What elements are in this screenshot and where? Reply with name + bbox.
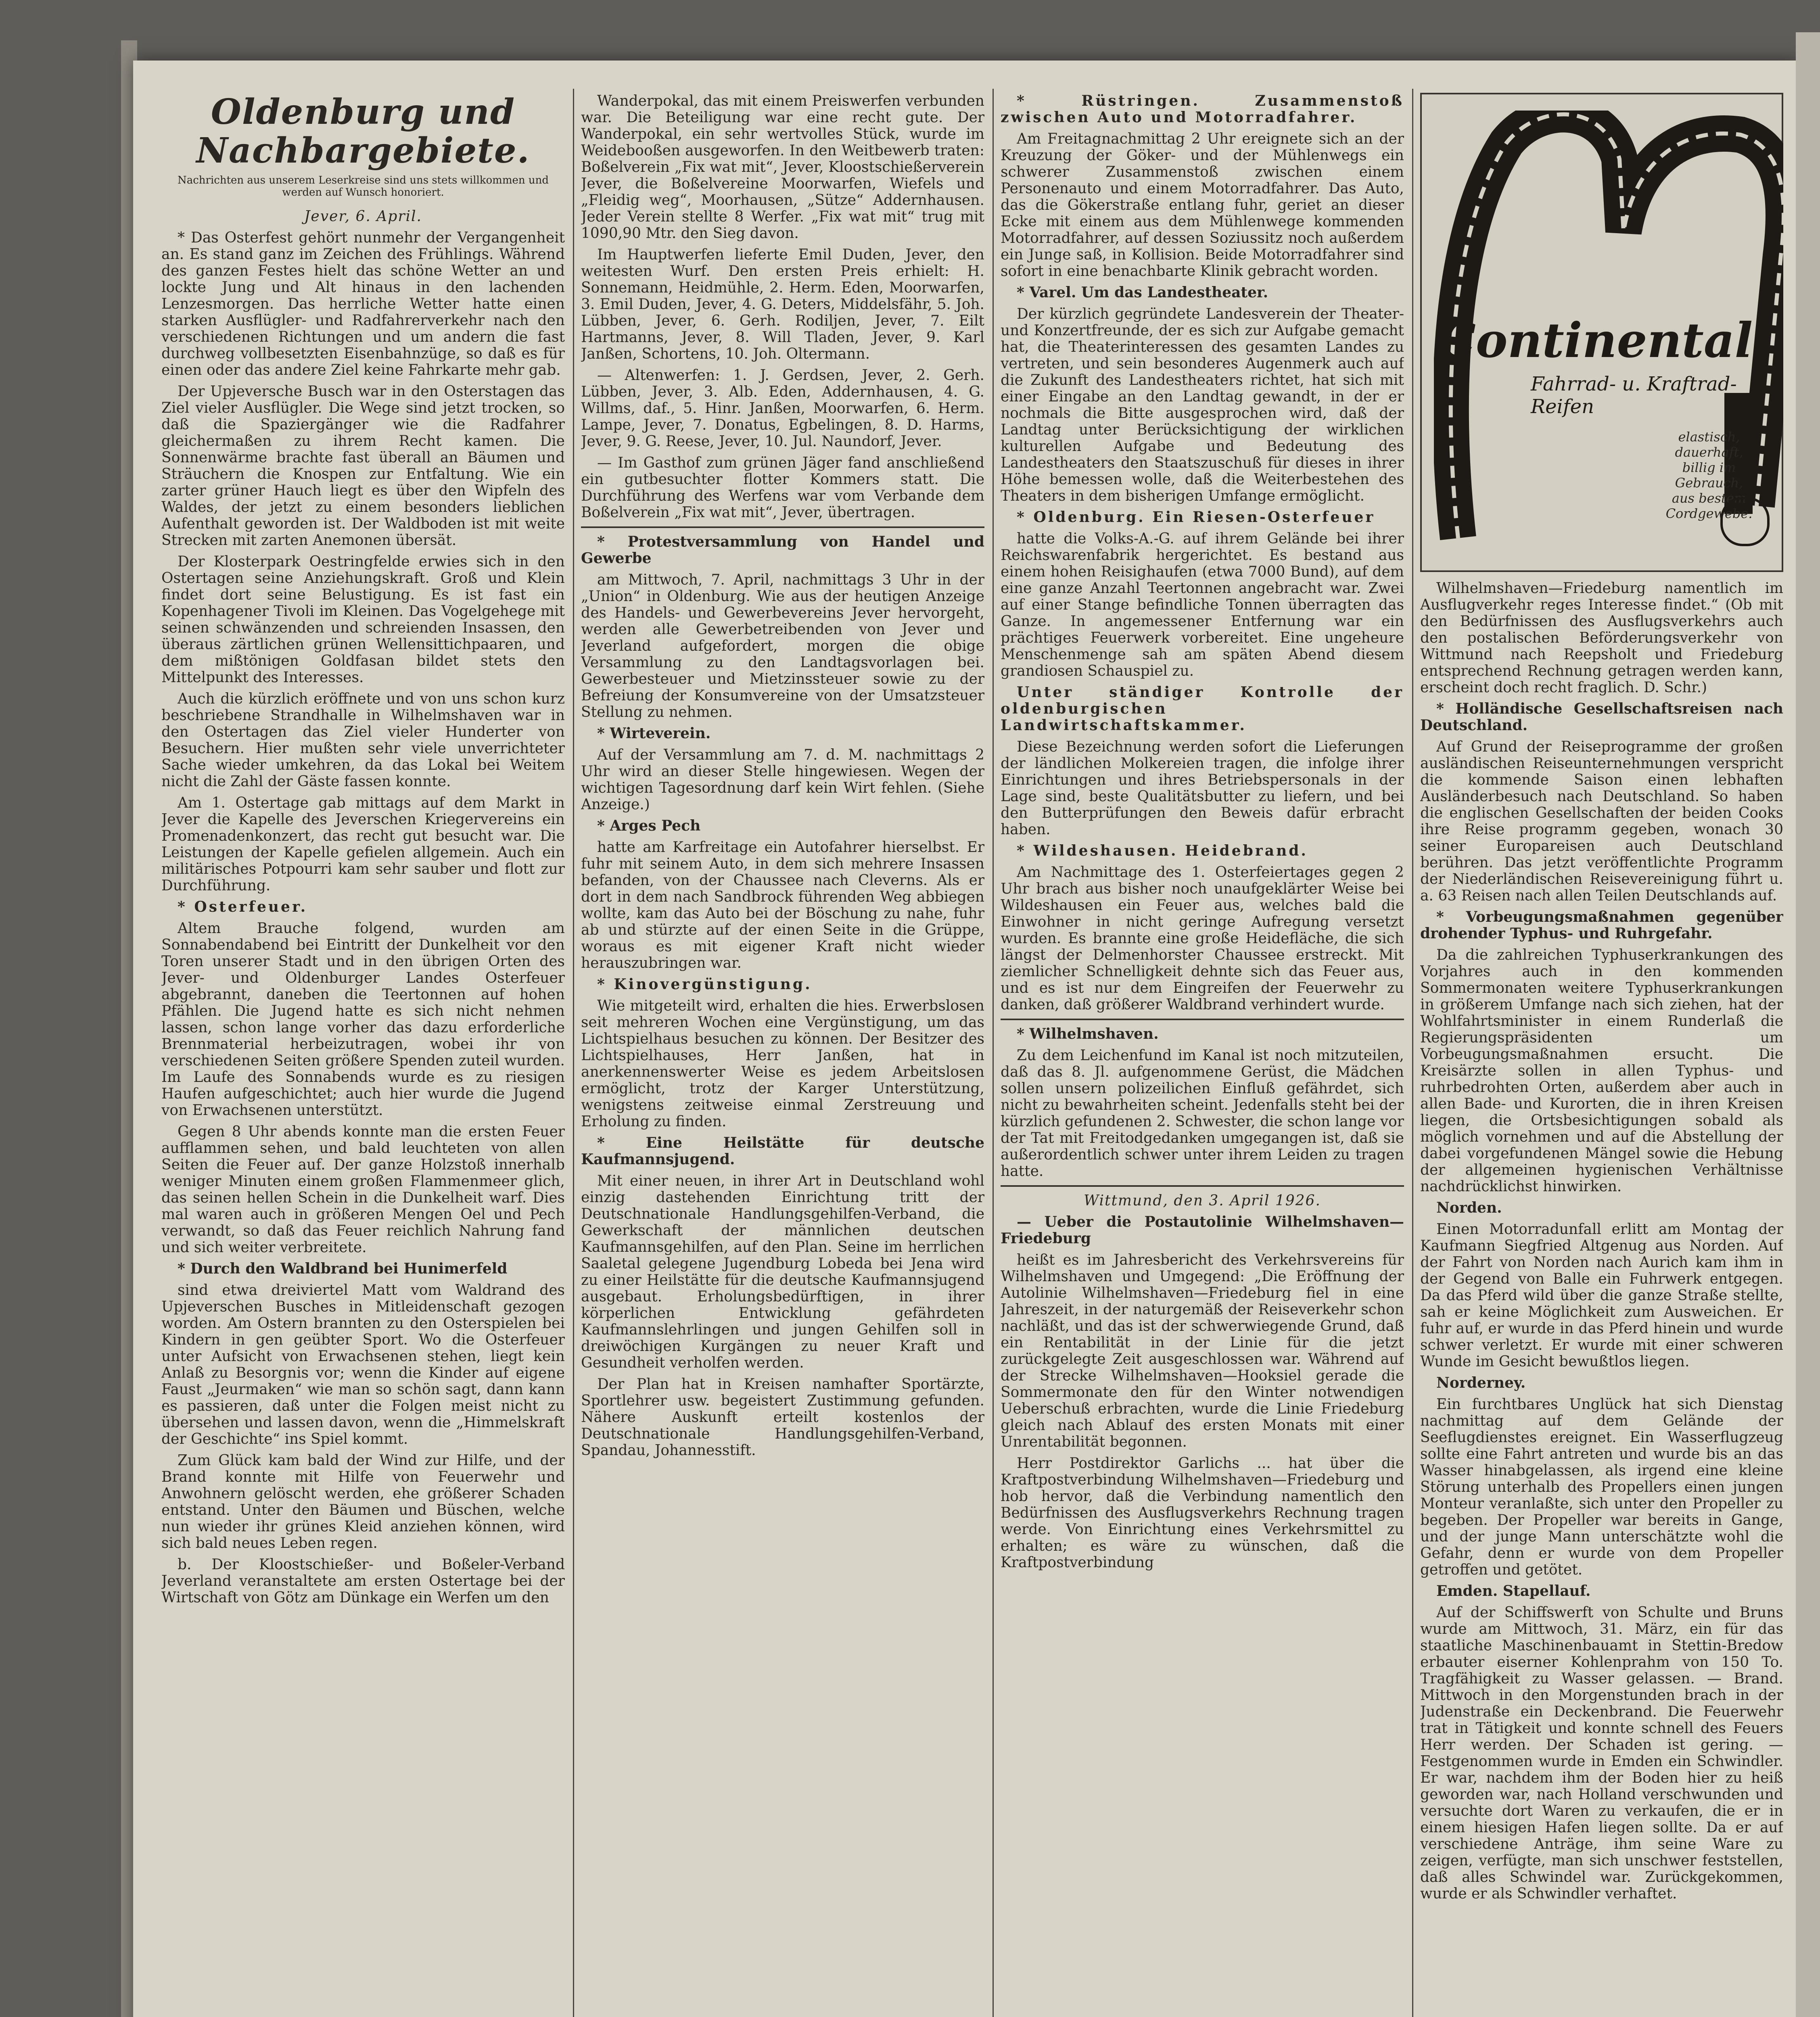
article-heading: * Protestversammlung von Handel und Gewerbe: [581, 533, 984, 567]
ad-description-line: elastisch,: [1678, 429, 1740, 445]
article-paragraph: Gegen 8 Uhr abends konnte man die ersten Feuer aufflammen sehen, und bald leuchteten von allen Seiten die Feuer auf. Der ganze Holzstoß innerhalb weniger Minuten einem großen Flammenmeer glich, das seinen hellen Schein in die Dunkelheit warf. Dies mal waren auch in größeren Mengen Oel und Pech verwandt, so daß das Feuer reichlich Nahrung fand und sich weiter verbreitete.: [161, 1123, 565, 1256]
article-heading: Norderney.: [1436, 1374, 1526, 1391]
article-heading: — Ueber die Postautolinie Wilhelmshaven—Friedeburg: [1001, 1213, 1404, 1247]
column-rule: [573, 89, 574, 2017]
article-paragraph: Ein furchtbares Unglück hat sich Dienstag nachmittag auf dem Gelände der Seeflugdienstes ereignet. Ein Wasserflugzeug sollte eine Fahrt antreten und wurde bis an das Wasser hinabgelassen, als irgend eine kleine Störung unterhalb des Propellers einen jungen Monteur veranlaßte, sich unter den Propeller zu begeben. Der Propeller war bereits in Gange, und der junge Mann unterschätzte wohl die Gefahr, denn er wurde von dem Propeller getroffen und getötet.: [1420, 1396, 1783, 1578]
article-paragraph: Der kürzlich gegründete Landesverein der Theater- und Konzertfreunde, der es sich zur Aufgabe gemacht hat, die Theaterinteressen des gesamten Landes zu vertreten, und sein besonderes Augenmerk auch auf die Zukunft des Landestheaters richtet, hat sich mit einer Eingabe an den Landtag gewandt, in der er nochmals die Bitte ausgesprochen wird, daß der Landtag unter Berücksichtigung der wirklichen kulturellen Aufgabe und Bedeutung des Landestheaters den Staatszuschuß für dieses in ihrer Höhe bemessen wolle, daß die Weiterbestehen des Theaters in dem bisherigen Umfange ermöglicht.: [1001, 306, 1404, 504]
continental-advertisement: [1420, 93, 1783, 572]
article-paragraph: Auf Grund der Reiseprogramme der großen ausländischen Reiseunternehmungen verspricht die kommende Saison einen lebhaften Ausländerbesuch nach Deutschland. So haben die englischen Gesellschaften der beiden Cooks ihre Reise programm gegeben, wonach 30 seiner Europareisen auch Deutschland berühren. Das jetzt veröffentlichte Programm der Niederländischen Reisevereinigung führt u. a. 63 Reisen nach allen Teilen Deutschlands auf.: [1420, 739, 1783, 904]
article-paragraph: Einen Motorradunfall erlitt am Montag der Kaufmann Siegfried Altgenug aus Norden. Auf der Fahrt von Norden nach Aurich kam ihm in der Gegend von Balle ein Fuhrwerk entgegen. Da das Pferd wild über die ganze Straße stellte, sah er keine Möglichkeit zum Ausweichen. Er fuhr auf, er wurde in das Pferd hinein und wurde schwer verletzt. Er wurde mit einer schweren Wunde im Gesicht bewußtlos liegen.: [1420, 1221, 1783, 1370]
article-paragraph: Auf der Schiffswerft von Schulte und Bruns wurde am Mittwoch, 31. März, ein für das staatliche Maschinenbauamt in Stettin-Bredow erbauter eiserner Kohlenprahm von 150 To. Tragfähigkeit zu Wasser gelassen. — Brand. Mittwoch in den Morgenstunden brach in der Judenstraße ein Deckenbrand. Die Feuerwehr trat in Tätigkeit und konnte schnell des Feuers Herr werden. Der Schaden ist gering. — Festgenommen wurde in Emden ein Schwindler. Er war, nachdem ihm der Boden hier zu heiß geworden war, nach Holland verschwunden und versuchte dort Waren zu verkaufen, die er in einem hiesigen Hafen liegen sollte. Da er auf verschiedene Anträge, ihm seine Ware zu zeigen, verfügte, man sich unschwer feststellen, daß alles Schwindel war. Zurückgekommen, wurde er als Schwindler verhaftet.: [1420, 1604, 1783, 1902]
article-heading: * Arges Pech: [597, 817, 701, 834]
article-heading: Norden.: [1436, 1199, 1502, 1216]
article-paragraph: Zu dem Leichenfund im Kanal ist noch mitzuteilen, daß das 8. Jl. aufgenommene Gerüst, die Mädchen sollen unsern polizeilichen Einfluß gefährdet, sich nicht zu bewahrheiten scheint. Jedenfalls steht bei der kürzlich gefundenen 2. Schwester, die schon lange vor der Tat mit Freitodgedanken umgegangen ist, daß sie außerordentlich schwer unter ihrem Leiden zu tragen hatte.: [1001, 1047, 1404, 1180]
article-divider: [1001, 1019, 1404, 1020]
newspaper-page: [133, 61, 1799, 2017]
column-2: [581, 93, 984, 2017]
article-paragraph: Der Klosterpark Oestringfelde erwies sich in den Ostertagen seine Anziehungskraft. Groß und Klein findet dort seine Belustigung. Es ist fast ein Kopenhagener Tivoli im Kleinen. Das Vogelgehege mit seinen schwänzenden und schreienden Insassen, den überaus zärtlichen grünen Wellensittichpaaren, und dem mißtönigen Goldfasan bildet stets den Mittelpunkt des Interesses.: [161, 553, 565, 686]
scan-right-edge: [1796, 32, 1820, 2017]
article-paragraph: am Mittwoch, 7. April, nachmittags 3 Uhr in der „Union“ in Oldenburg. Wie aus der heutigen Anzeige des Handels- und Gewerbevereins Jever hervorgeht, werden alle Gewerbetreibenden von Jever und Jeverland aufgefordert, morgen die obige Versammlung zu den Landtagsvorlagen bei. Gewerbesteuer und Mietzinssteuer sowie zu der Befreiung der Konsumvereine von der Umsatzsteuer Stellung zu nehmen.: [581, 572, 984, 720]
article-heading: * Kinovergünstigung.: [597, 976, 812, 993]
article-paragraph: Im Hauptwerfen lieferte Emil Duden, Jever, den weitesten Wurf. Den ersten Preis erhielt: H. Sonnemann, Heidmühle, 2. Herm. Eden, Moorwarfen, 3. Emil Duden, Jever, 4. G. Deters, Middelsfähr, 5. Joh. Lübben, Jever, 6. Gerh. Rodiljen, Jever, 7. Eilt Hartmanns, Jever, 8. Will Tladen, Jever, 9. Karl Janßen, Schortens, 10. Joh. Oltermann.: [581, 246, 984, 362]
ad-description-line: billig im: [1682, 460, 1736, 475]
article-paragraph: Mit einer neuen, in ihrer Art in Deutschland wohl einzig dastehenden Einrichtung tritt der Deutschnationale Handlungsgehilfen-Verband, die Gewerkschaft der männlichen deutschen Kaufmannsgehilfen, auf den Plan. Seine im herrlichen Saaletal gelegene Jugendburg Lobeda bei Jena wird zu einer Heilstätte für die deutsche Kaufmannsjugend ausgebaut. Erholungsbedürftigen, in ihrer körperlichen Entwicklung gefährdeten Kaufmannslehrlingen und jungen Gehilfen soll in dreiwöchigen Kurgängen zu neuer Kraft und Gesundheit verholfen werden.: [581, 1173, 984, 1371]
dateline: Wittmund, den 3. April 1926.: [1084, 1192, 1321, 1209]
article-heading: * Wildeshausen. Heidebrand.: [1017, 842, 1308, 859]
article-paragraph: Zum Glück kam bald der Wind zur Hilfe, und der Brand konnte mit Hilfe von Feuerwehr und Anwohnern gelöscht werden, ehe größerer Schaden entstand. Unter den Bäumen und Büschen, welche nun wieder ihr grünes Kleid anziehen können, wird sich bald neues Leben regen.: [161, 1452, 565, 1551]
article-paragraph: hatte die Volks-A.-G. auf ihrem Gelände bei ihrer Reichswarenfabrik hergerichtet. Es bestand aus einem hohen Reisighaufen (etwa 7000 Bund), auf dem eine ganze Anzahl Teertonnen angebracht war. Zwei auf einer Stange befindliche Tonnen überragten das Ganze. In angemessener Entfernung war ein prächtiges Feuerwerk vorbereitet. Eine ungeheure Menschenmenge sah am späten Abend diesem grandiosen Schauspiel zu.: [1001, 530, 1404, 679]
article-heading: * Rüstringen. Zusammenstoß zwischen Auto und Motorradfahrer.: [1001, 93, 1404, 126]
article-heading: * Eine Heilstätte für deutsche Kaufmannsjugend.: [581, 1134, 984, 1168]
article-heading: Emden. Stapellauf.: [1436, 1583, 1591, 1599]
article-paragraph: Diese Bezeichnung werden sofort die Lieferungen der ländlichen Molkereien tragen, die infolge ihrer Einrichtungen und ihres Betriebspersonals in der Lage sind, beste Qualitätsbutter zu liefern, und bei den Butterprüfungen den Beweis dafür erbracht haben.: [1001, 739, 1404, 838]
ad-description-line: Gebrauch,: [1675, 475, 1743, 491]
article-heading: * Wilhelmshaven.: [1017, 1025, 1159, 1042]
article-heading: * Durch den Waldbrand bei Hunimerfeld: [178, 1260, 508, 1277]
section-subline: Nachrichten aus unserem Leserkreise sind uns stets willkommen und werden auf Wunsch honoriert.: [177, 174, 549, 198]
brand-logo-icon: [1720, 497, 1770, 546]
article-paragraph: heißt es im Jahresbericht des Verkehrsvereins für Wilhelmshaven und Umgegend: „Die Eröffnung der Autolinie Wilhelmshaven—Friedeburg fiel in eine Jahreszeit, in der naturgemäß der Reiseverkehr schon nachläßt, und das ist der schwerwiegende Grund, daß ein Rentabilität in der Linie für die jetzt zurückgelegte Zeit ausgeschlossen war. Während auf der Strecke Wilhelmshaven—Hooksiel gerade die Sommermonate den für den Winter notwendigen Ueberschuß erbrachten, wurde die Linie Friedeburg gleich nach Ablauf des ersten Monats mit einer Unrentabilität begonnen.: [1001, 1252, 1404, 1450]
section-masthead: Oldenburg und Nachbargebiete.: [196, 93, 530, 171]
article-paragraph: * Das Osterfest gehört nunmehr der Vergangenheit an. Es stand ganz im Zeichen des Frühlings. Während des ganzen Festes hielt das schöne Wetter an und lockte Jung und Alt hinaus in den lachenden Lenzesmorgen. Das herrliche Wetter hatte einen starken Ausflügler- und Radfahrerverkehr nach den verschiedenen Richtungen und um andern die fast durchweg vollbesetzten Eisenbahnzüge, so daß es für einen oder das andere Ziel keine Fahrkarte mehr gab.: [161, 230, 565, 378]
column-3: [1001, 93, 1404, 2017]
ad-brand-name: Continental: [1438, 312, 1753, 368]
article-paragraph: Wanderpokal, das mit einem Preiswerfen verbunden war. Die Beteiligung war eine recht gute. Der Wanderpokal, ein sehr wertvolles Stück, wurde im Weidebooßen ausgeworfen. In den Weitbewerb traten: Boßelverein „Fix wat mit“, Jever, Kloostschießerverein Jever, die Boßelvereine Moorwarfen, Wiefels und „Fleidig weg“, Moorhausen, „Sütze“ Addernhausen. Jeder Verein stellte 8 Werfer. „Fix wat mit“ trug mit 1090,90 Mtr. den Sieg davon.: [581, 93, 984, 242]
article-paragraph: Auch die kürzlich eröffnete und von uns schon kurz beschriebene Strandhalle in Wilhelmshaven war in den Ostertagen das Ziel vieler Hunderter von Besuchern. Hier mußten sehr viele unverrichteter Sache wieder umkehren, da das Lokal bei Weitem nicht die Zahl der Gäste fassen konnte.: [161, 691, 565, 790]
article-paragraph: Da die zahlreichen Typhuserkrankungen des Vorjahres auch in den kommenden Sommermonaten weitere Typhuserkrankungen in größerem Umfange nach sich ziehen, hat der Wohlfahrtsminister in einem Runderlaß die Regierungspräsidenten um Vorbeugungsmaßnahmen ersucht. Die Kreisärzte sollen in allen Typhus- und ruhrbedrohten Orten, außerdem aber auch in allen Bade- und Kurorten, die in ihren Kreisen liegen, die Ortsbesichtigungen sobald als möglich vornehmen und auf die Abstellung der dabei vorgefundenen Mängel sowie die Hebung der allgemeinen hygienischen Verhältnisse nachdrücklichst hinwirken.: [1420, 947, 1783, 1195]
ad-description-line: dauerhaft,: [1675, 445, 1743, 460]
article-paragraph: Der Plan hat in Kreisen namhafter Sportärzte, Sportlehrer usw. begeistert Zustimmung gefunden. Nähere Auskunft erteilt kostenlos der Deutschnationale Handlungsgehilfen-Verband, Spandau, Johannesstift.: [581, 1376, 984, 1459]
article-heading: Unter ständiger Kontrolle der oldenburgischen Landwirtschaftskammer.: [1001, 684, 1404, 734]
article-paragraph: Auf der Versammlung am 7. d. M. nachmittags 2 Uhr wird an dieser Stelle hingewiesen. Wegen der wichtigen Tagesordnung darf kein Wirt fehlen. (Siehe Anzeige.): [581, 747, 984, 813]
article-paragraph: sind etwa dreiviertel Matt vom Waldrand des Upjeverschen Busches in Mitleidenschaft gezogen worden. Am Ostern brannten zu den Osterspielen bei Kindern in gen geübter Sport. Wo die Osterfeuer unter Aufsicht von Erwachsenen stehen, liegt kein Anlaß zu Besorgnis vor; wenn die Kinder auf eigene Faust „Jeurmaken“ wie man so schön sagt, dann kann es passieren, daß unter die Folgen meist nicht zu übersehen und lassen davon, wenn die „Himmelskraft der Geschichte“ ins Spiel kommt.: [161, 1282, 565, 1447]
article-paragraph: Am Freitagnachmittag 2 Uhr ereignete sich an der Kreuzung der Göker- und der Mühlenwegs ein schwerer Zusammenstoß zwischen einem Personenauto und einem Motorradfahrer. Das Auto, das die Gökerstraße entlang fuhr, geriet an dieser Ecke mit einem aus dem Mühlenwege kommenden Motorradfahrer, auf dessen Soziussitz noch außerdem ein Junge saß, in Kollision. Beide Motorradfahrer sind sofort in eine benachbarte Klinik gebracht worden.: [1001, 131, 1404, 280]
column-rule: [993, 89, 994, 2017]
article-paragraph: — Altenwerfen: 1. J. Gerdsen, Jever, 2. Gerh. Lübben, Jever, 3. Alb. Eden, Addernhausen, 4. G. Willms, daf., 5. Hinr. Janßen, Moorwarfen, 6. Herm. Lampe, Jever, 7. Donatus, Egbelingen, 8. D. Harms, Jever, 9. G. Reese, Jever, 10. Jul. Naundorf, Jever.: [581, 367, 984, 450]
article-heading: * Holländische Gesellschaftsreisen nach Deutschland.: [1420, 700, 1783, 734]
column-rule: [1412, 89, 1413, 2017]
article-heading: * Oldenburg. Ein Riesen-Osterfeuer: [1017, 509, 1375, 526]
article-paragraph: Altem Brauche folgend, wurden am Sonnabendabend bei Eintritt der Dunkelheit vor den Toren unserer Stadt und in den übrigen Orten des Jever- und Oldenburger Landes Osterfeuer abgebrannt, daneben die Teertonnen auf hohen Pfählen. Die Jugend hatte es sich nicht nehmen lassen, schon lange vorher das dazu erforderliche Brennmaterial herbeizutragen, wobei ihr von verschiedenen Seiten größere Spenden zuteil wurden. Im Laufe des Sonnabends wurde es zu riesigen Haufen aufgeschichtet; auch hier wurde die Jugend von Erwachsenen unterstützt.: [161, 920, 565, 1119]
article-heading: * Osterfeuer.: [178, 898, 308, 915]
dateline: Jever, 6. April.: [304, 208, 422, 225]
article-paragraph: hatte am Karfreitage ein Autofahrer hierselbst. Er fuhr mit seinem Auto, in dem sich mehrere Insassen befanden, von der Chaussee nach Cleverns. Als er dort in dem nach Sandbrock führenden Weg abbiegen wollte, kam das Auto bei der Böschung zu nahe, fuhr ab und stürzte auf der einen Seite in die Grüppe, woraus es mit eigener Kraft nicht wieder herauszubringen war.: [581, 839, 984, 971]
ad-description-line: Cordgewebe.: [1665, 506, 1753, 521]
article-divider: [1001, 1185, 1404, 1187]
article-paragraph: Wie mitgeteilt wird, erhalten die hies. Erwerbslosen seit mehreren Wochen eine Vergünstigung, um das Lichtspielhaus besuchen zu können. Der Besitzer des Lichtspielhauses, Herr Janßen, hat in anerkennenswerter Weise es jedem Arbeitslosen ermöglicht, trotz der Karger Unterstützung, wenigstens zeitweise einmal Zerstreuung und Erholung zu finden.: [581, 998, 984, 1130]
ad-description-line: aus bestem: [1672, 491, 1747, 506]
article-paragraph: Am 1. Ostertage gab mittags auf dem Markt in Jever die Kapelle des Jeverschen Kriegervereins ein Promenadenkonzert, das recht gut besucht war. Die Leistungen der Kapelle gefielen allgemein. Auch ein militärisches Potpourri kam sehr sauber und flott zur Durchführung.: [161, 795, 565, 894]
article-paragraph: Am Nachmittage des 1. Osterfeiertages gegen 2 Uhr brach aus bisher noch unaufgeklärter Weise bei Wildeshausen ein Feuer aus, welches bald die Einwohner in nicht geringe Aufregung versetzt wurden. Es brannte eine große Heidefläche, die sich längst der Delmenhorster Chaussee erstreckt. Mit ziemlicher Schnelligkeit dehnte sich das Feuer aus, und es ist nur dem Eingreifen der Feuerwehr zu danken, daß größerer Waldbrand verhindert wurde.: [1001, 864, 1404, 1013]
article-paragraph: — Im Gasthof zum grünen Jäger fand anschließend ein gutbesuchter flotter Kommers statt. Die Durchführung des Werfens war vom Verbande dem Boßelverein „Fix wat mit“, Jever, übertragen.: [581, 455, 984, 521]
article-heading: * Wirteverein.: [597, 725, 711, 742]
article-divider: [581, 526, 984, 528]
article-paragraph: Wilhelmshaven—Friedeburg namentlich im Ausflugverkehr reges Interesse findet.“ (Ob mit den Bedürfnissen des Ausflugsverkehrs auch den postalischen Beförderungsverkehr von Wittmund nach Reepsholt und Friedeburg entsprechend Rechnung getragen werden kann, erscheint doch recht fraglich. D. Schr.): [1420, 580, 1783, 696]
article-heading: * Vorbeugungsmaßnahmen gegenüber drohender Typhus- und Ruhrgefahr.: [1420, 908, 1783, 942]
article-paragraph: b. Der Kloostschießer- und Boßeler-Verband Jeverland veranstaltete am ersten Ostertage bei der Wirtschaft von Götz am Dünkage ein Werfen um den: [161, 1556, 565, 1606]
article-paragraph: Herr Postdirektor Garlichs ... hat über die Kraftpostverbindung Wilhelmshaven—Friedeburg und hob hervor, daß die Verbindung namentlich den Bedürfnissen des Ausflugsverkehrs Rechnung tragen werde. Von Einrichtung eines Verkehrsmittel zu erhalten; es wäre zu wünschen, daß die Kraftpostverbindung: [1001, 1455, 1404, 1571]
article-heading: * Varel. Um das Landestheater.: [1017, 284, 1268, 301]
article-paragraph: Der Upjeversche Busch war in den Osterstagen das Ziel vieler Ausflügler. Die Wege sind jetzt trocken, so daß die Spaziergänger wie die Radfahrer gleichermaßen zu ihrem Recht kamen. Die Sonnenwärme brachte fast überall an Bäumen und Sträuchern die Knospen zur Entfaltung. Wie ein zarter grüner Hauch liegt es über den Wipfeln des Waldes, der jetzt zu einem besonders lieblichen Aufenthalt geworden ist. Der Waldboden ist mit weite Strecken mit zarten Anemonen übersät.: [161, 383, 565, 549]
ad-tagline: Fahrrad- u. Kraftrad-Reifen: [1531, 373, 1737, 418]
column-1: [161, 93, 565, 2017]
column-4: [1420, 93, 1783, 2017]
